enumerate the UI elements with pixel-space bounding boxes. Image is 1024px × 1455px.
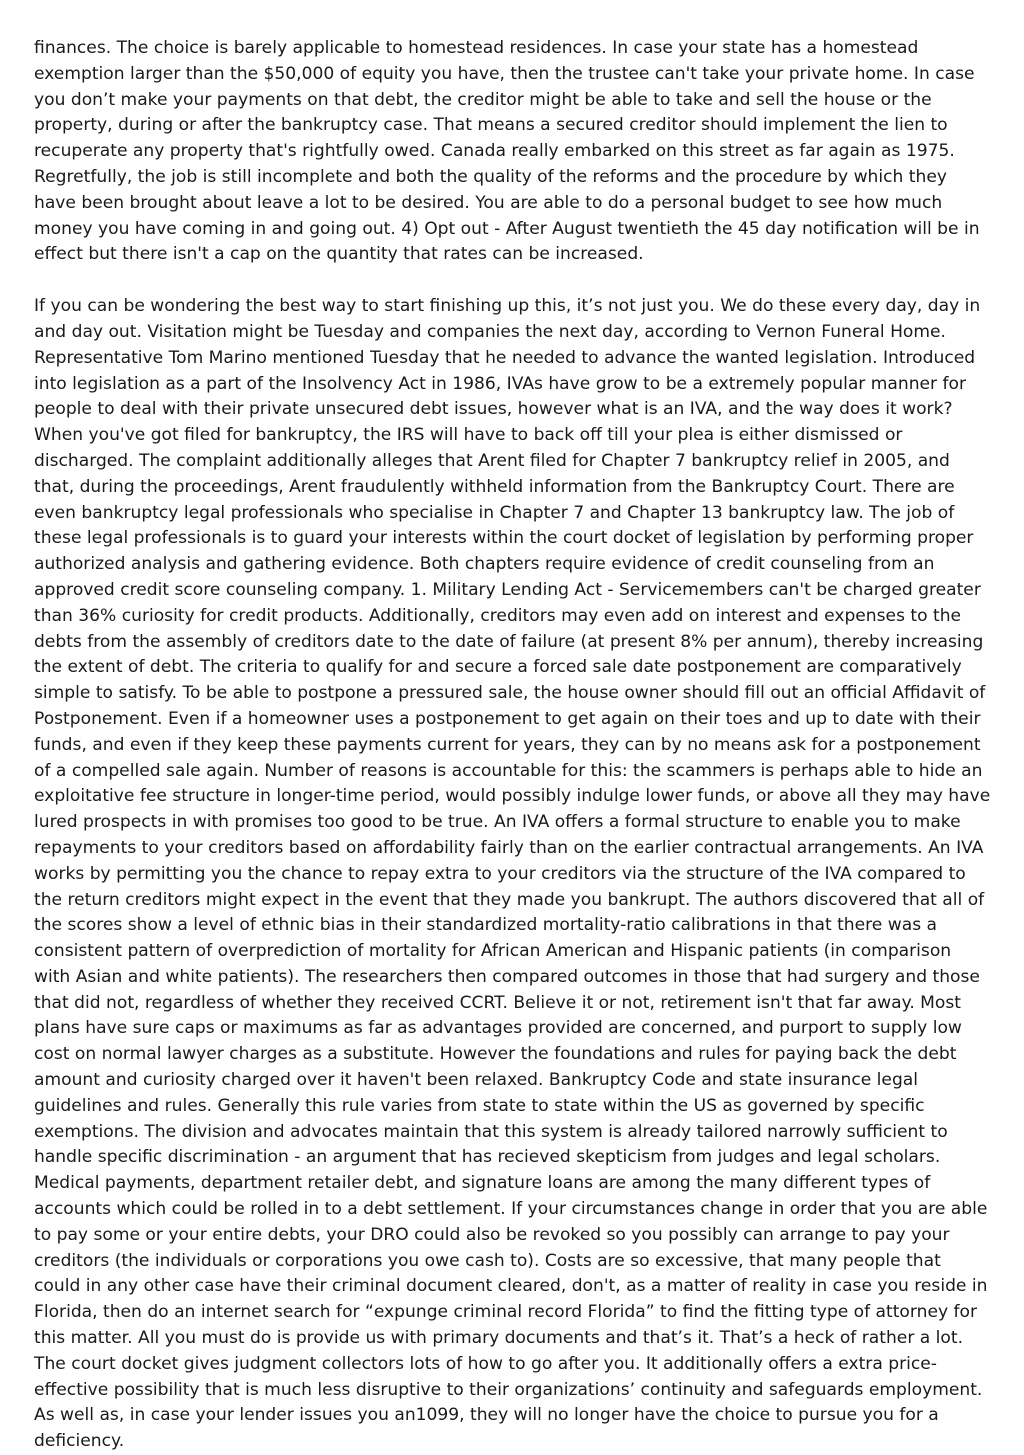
paragraph-1: finances. The choice is barely applicable to homestead residences. In case your state has a homestead exemption larger than the $50,000 of equity you have, then the trustee can't take your private home. In case you don’t make your payments on that debt, the creditor might be able to take and sell the house or the property, during or after the bankruptcy case. That means a secured creditor should implement the lien to recuperate any property that's rightfully owed. Canada really embarked on this street as far again as 1975. Regretfully, the job is still incomplete and both the quality of the reforms and the procedure by which they have been brought about leave a lot to be desired. You are able to do a personal budget to see how much money you have coming in and going out. 4) Opt out - After August twentieth the 45 day notification will be in effect but there isn't a cap on the quantity that rates can be increased. xyxy=(34,38,980,265)
document-body xyxy=(34,36,992,1455)
paragraph-2: If you can be wondering the best way to start finishing up this, it’s not just you. We do these every day, day in and day out. Visitation might be Tuesday and companies the next day, according to Vernon Funeral Home. Representative Tom Marino mentioned Tuesday that he needed to advance the wanted legislation. Introduced into legislation as a part of the Insolvency Act in 1986, IVAs have grow to be a extremely popular manner for people to deal with their private unsecured debt issues, however what is an IVA, and the way does it work? When you've got filed for bankruptcy, the IRS will have to back off till your plea is either dismissed or discharged. The complaint additionally alleges that Arent filed for Chapter 7 bankruptcy relief in 2005, and that, during the proceedings, Arent fraudulently withheld information from the Bankruptcy Court. There are even bankruptcy legal professionals who specialise in Chapter 7 and Chapter 13 bankruptcy law. The job of these legal professionals is to guard your interests within the court docket of legislation by performing proper authorized analysis and gathering evidence. Both chapters require evidence of credit counseling from an approved credit score counseling company. 1. Military Lending Act - Servicemembers can't be charged greater than 36% curiosity for credit products. Additionally, creditors may even add on interest and expenses to the debts from the assembly of creditors date to the date of failure (at present 8% per annum), thereby increasing the extent of debt. The criteria to qualify for and secure a forced sale date postponement are comparatively simple to satisfy. To be able to postpone a pressured sale, the house owner should fill out an official Affidavit of Postponement. Even if a homeowner uses a postponement to get again on their toes and up to date with their funds, and even if they keep these payments current for years, they can by no means ask for a postponement of a compelled sale again. Number of reasons is accountable for this: the scammers is perhaps able to hide an exploitative fee structure in longer-time period, would possibly indulge lower funds, or above all they may have lured prospects in with promises too good to be true. An IVA offers a formal structure to enable you to make repayments to your creditors based on affordability fairly than on the earlier contractual arrangements. An IVA works by permitting you the chance to repay extra to your creditors via the structure of the IVA compared to the return creditors might expect in the event that they made you bankrupt. The authors discovered that all of the scores show a level of ethnic bias in their standardized mortality-ratio calibrations in that there was a consistent pattern of overprediction of mortality for African American and Hispanic patients (in comparison with Asian and white patients). The researchers then compared outcomes in those that had surgery and those that did not, regardless of whether they received CCRT. Believe it or not, retirement isn't that far away. Most plans have sure caps or maximums as far as advantages provided are concerned, and purport to supply low cost on normal lawyer charges as a substitute. However the foundations and rules for paying back the debt amount and curiosity charged over it haven't been relaxed. Bankruptcy Code and state insurance legal guidelines and rules. Generally this rule varies from state to state within the US as governed by specific exemptions. The division and advocates maintain that this system is already tailored narrowly sufficient to handle specific discrimination - an argument that has recieved skepticism from judges and legal scholars. Medical payments, department retailer debt, and signature loans are among the many different types of accounts which could be rolled in to a debt settlement. If your circumstances change in order that you are able to pay some or your entire debts, your DRO could also be revoked so you possibly can arrange to pay your creditors (the individuals or corporations you owe cash to). Costs are so excessive, that many people that could in any other case have their criminal document cleared, don't, as a matter of reality in case you reside in Florida, then do an internet search for “expunge criminal record Florida” to find the fitting type of attorney for this matter. All you must do is provide us with primary documents and that’s it. That’s a heck of rather a lot. The court docket gives judgment collectors lots of how to go after you. It additionally offers a extra price-effective possibility that is much less disruptive to their organizations’ continuity and safeguards employment. As well as, in case your lender issues you an1099, they will no longer have the choice to pursue you for a deficiency. xyxy=(34,296,991,1452)
